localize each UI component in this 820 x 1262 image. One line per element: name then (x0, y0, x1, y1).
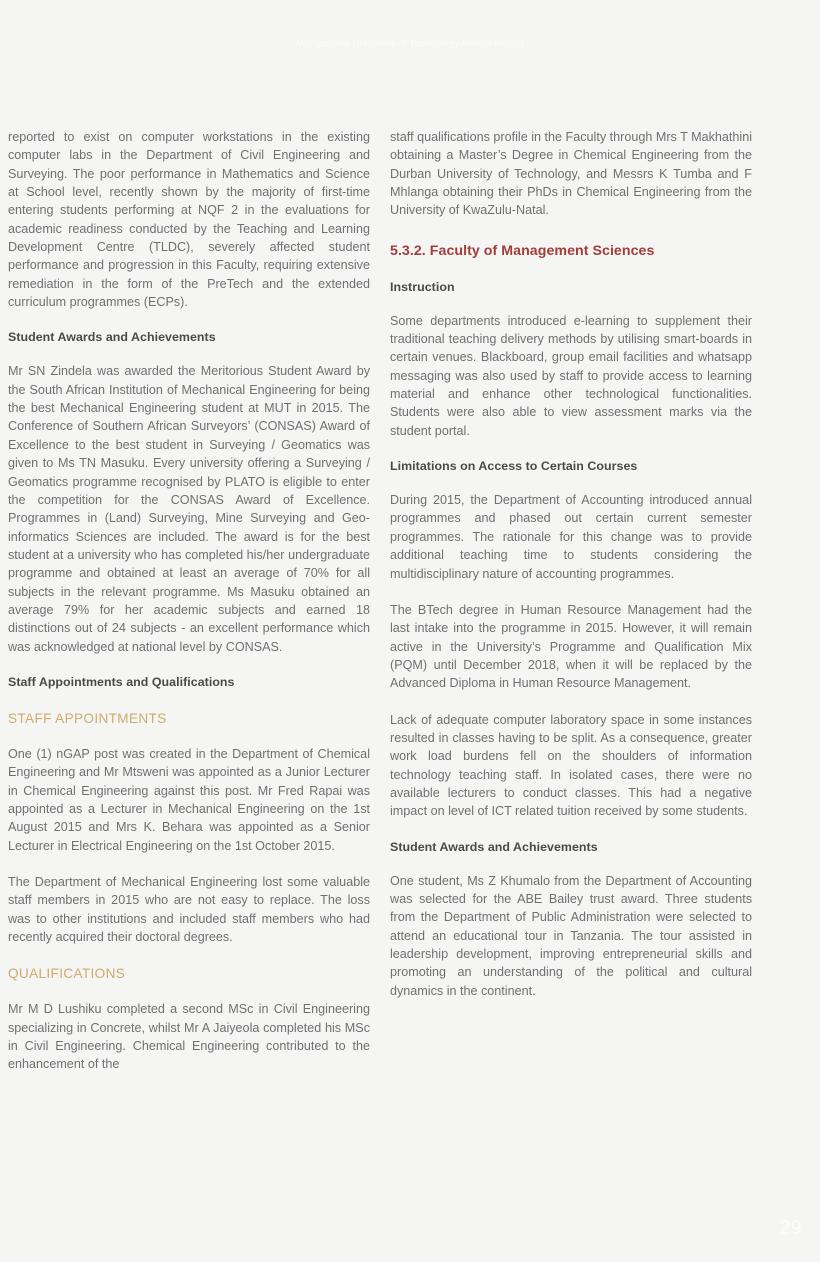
paragraph-btech-human-resource-management: The BTech degree in Human Resource Management had the last intake into the programme in 2015. However, it will remain active in the University’s Programme and Qualification Mix (PQM) until December 2018, when it will be replaced by the Advanced Diploma in Human Resource Management. (390, 602, 752, 691)
paragraph-staff-qualifications-profile: staff qualifications profile in the Faculty through Mrs T Makhathini obtaining a Master’s Degree in Chemical Engineering from the Durban University of Technology, and Messrs K Tumba and F Mhlanga obtaining their PhDs in Chemical Engineering from the University of KwaZulu-Natal. (390, 130, 752, 218)
running-header: Mangosuthu University of Technology Annual Report (296, 38, 524, 49)
heading-limitations-on-access-to-certain-courses: Limitations on Access to Certain Courses (390, 459, 638, 474)
heading-qualifications: QUALIFICATIONS (8, 966, 126, 982)
paragraph-khumalo-abe-bailey-award: One student, Ms Z Khumalo from the Department of Accounting was selected for the ABE Bailey trust award. Three students from the Department of Public Administration were selected to attend an educational tour in Tanzania. The tour assisted in leadership development, improving entrepreneurial skills and promoting an understanding of the political and cultural dynamics in the continent. (390, 873, 752, 998)
paragraph-computer-workstations: reported to exist on computer workstations in the existing computer labs in the Department of Civil Engineering and Surveying. The poor performance in Mathematics and Science at School level, recently shown by the majority of first-time entering students performing at NQF 2 in the evaluations for academic readiness conducted by the Teaching and Learning Development Centre (TLDC), severely affected student performance and progression in this Faculty, requiring extensive remediation in the form of the PreTech and the extended curriculum programmes (ECPs). (8, 130, 370, 310)
paragraph-zindela-consas-award: Mr SN Zindela was awarded the Meritorious Student Award by the South African Institution of Mechanical Engineering for being the best Mechanical Engineering student at MUT in 2015. The Conference of Southern African Surveyors’ (CONSAS) Award of Excellence to the best student in Surveying / Geomatics was given to Ms TN Masuku. Every university offering a Surveying / Geomatics programme recognised by PLATO is eligible to enter the competition for the CONSAS Award of Excellence. Programmes in (Land) Surveying, Mine Surveying and Geo-informatics Sciences are included. The award is for the best student at a university who has completed his/her undergraduate programme and obtained at least an average of 70% for all subjects in the relevant programme. Ms Masuku obtained an average 79% for her academic subjects and earned 18 distinctions out of 24 subjects - an excellent performance which was acknowledged at national level by CONSAS. (8, 364, 370, 654)
heading-instruction: Instruction (390, 279, 455, 294)
heading-student-awards-and-achievements: Student Awards and Achievements (8, 330, 216, 345)
paragraph-accounting-annual-programmes: During 2015, the Department of Accounting introduced annual programmes and phased out certain current semester programmes. The rationale for this change was to provide additional teaching time to students considering the multidisciplinary nature of accounting programmes. (390, 493, 752, 581)
paragraph-lushiku-jaiyeola-qualifications: Mr M D Lushiku completed a second MSc in Civil Engineering specializing in Concrete, whilst Mr A Jaiyeola completed his MSc in Civil Engineering. Chemical Engineering contributed to the enhancement of the (8, 1002, 370, 1072)
paragraph-computer-laboratory-space: Lack of adequate computer laboratory space in some instances resulted in classes having to be split. As a consequence, greater work load burdens fell on the shoulders of information technology teaching staff. In isolated cases, there were no available lecturers to conduct classes. This had a negative impact on level of ICT related tuition received by some students. (390, 712, 752, 819)
page-number: 29 (779, 1218, 802, 1239)
left-column (8, 128, 370, 1074)
paragraph-e-learning-supplement: Some departments introduced e-learning to supplement their traditional teaching delivery methods by utilising smart-boards in certain venues. Blackboard, group email facilities and whatsapp messaging was also used by staff to provide access to learning material and enhance other technological functionalities. Students were also able to view assessment marks via the student portal. (390, 313, 752, 438)
paragraph-mechanical-engineering-staff-losses: The Department of Mechanical Engineering lost some valuable staff members in 2015 who are not easy to replace. The loss was to other institutions and included staff members who had recently acquired their doctoral degrees. (8, 875, 370, 945)
right-column (390, 128, 752, 1000)
paragraph-ngap-post-appointments: One (1) nGAP post was created in the Department of Chemical Engineering and Mr Mtsweni was appointed as a Junior Lecturer in Chemical Engineering against this post. Mr Fred Rapai was appointed as a Lecturer in Mechanical Engineering on the 1st August 2015 and Mrs K. Behara was appointed as a Senior Lecturer in Electrical Engineering on the 1st October 2015. (8, 746, 370, 853)
heading-staff-appointments: STAFF APPOINTMENTS (8, 710, 167, 726)
two-column-layout (8, 128, 812, 1074)
heading-staff-appointments-and-qualifications: Staff Appointments and Qualifications (8, 674, 235, 689)
heading-5-3-2-faculty-of-management-sciences: 5.3.2. Faculty of Management Sciences (390, 242, 655, 259)
heading-student-awards-and-achievements-right: Student Awards and Achievements (390, 839, 598, 854)
